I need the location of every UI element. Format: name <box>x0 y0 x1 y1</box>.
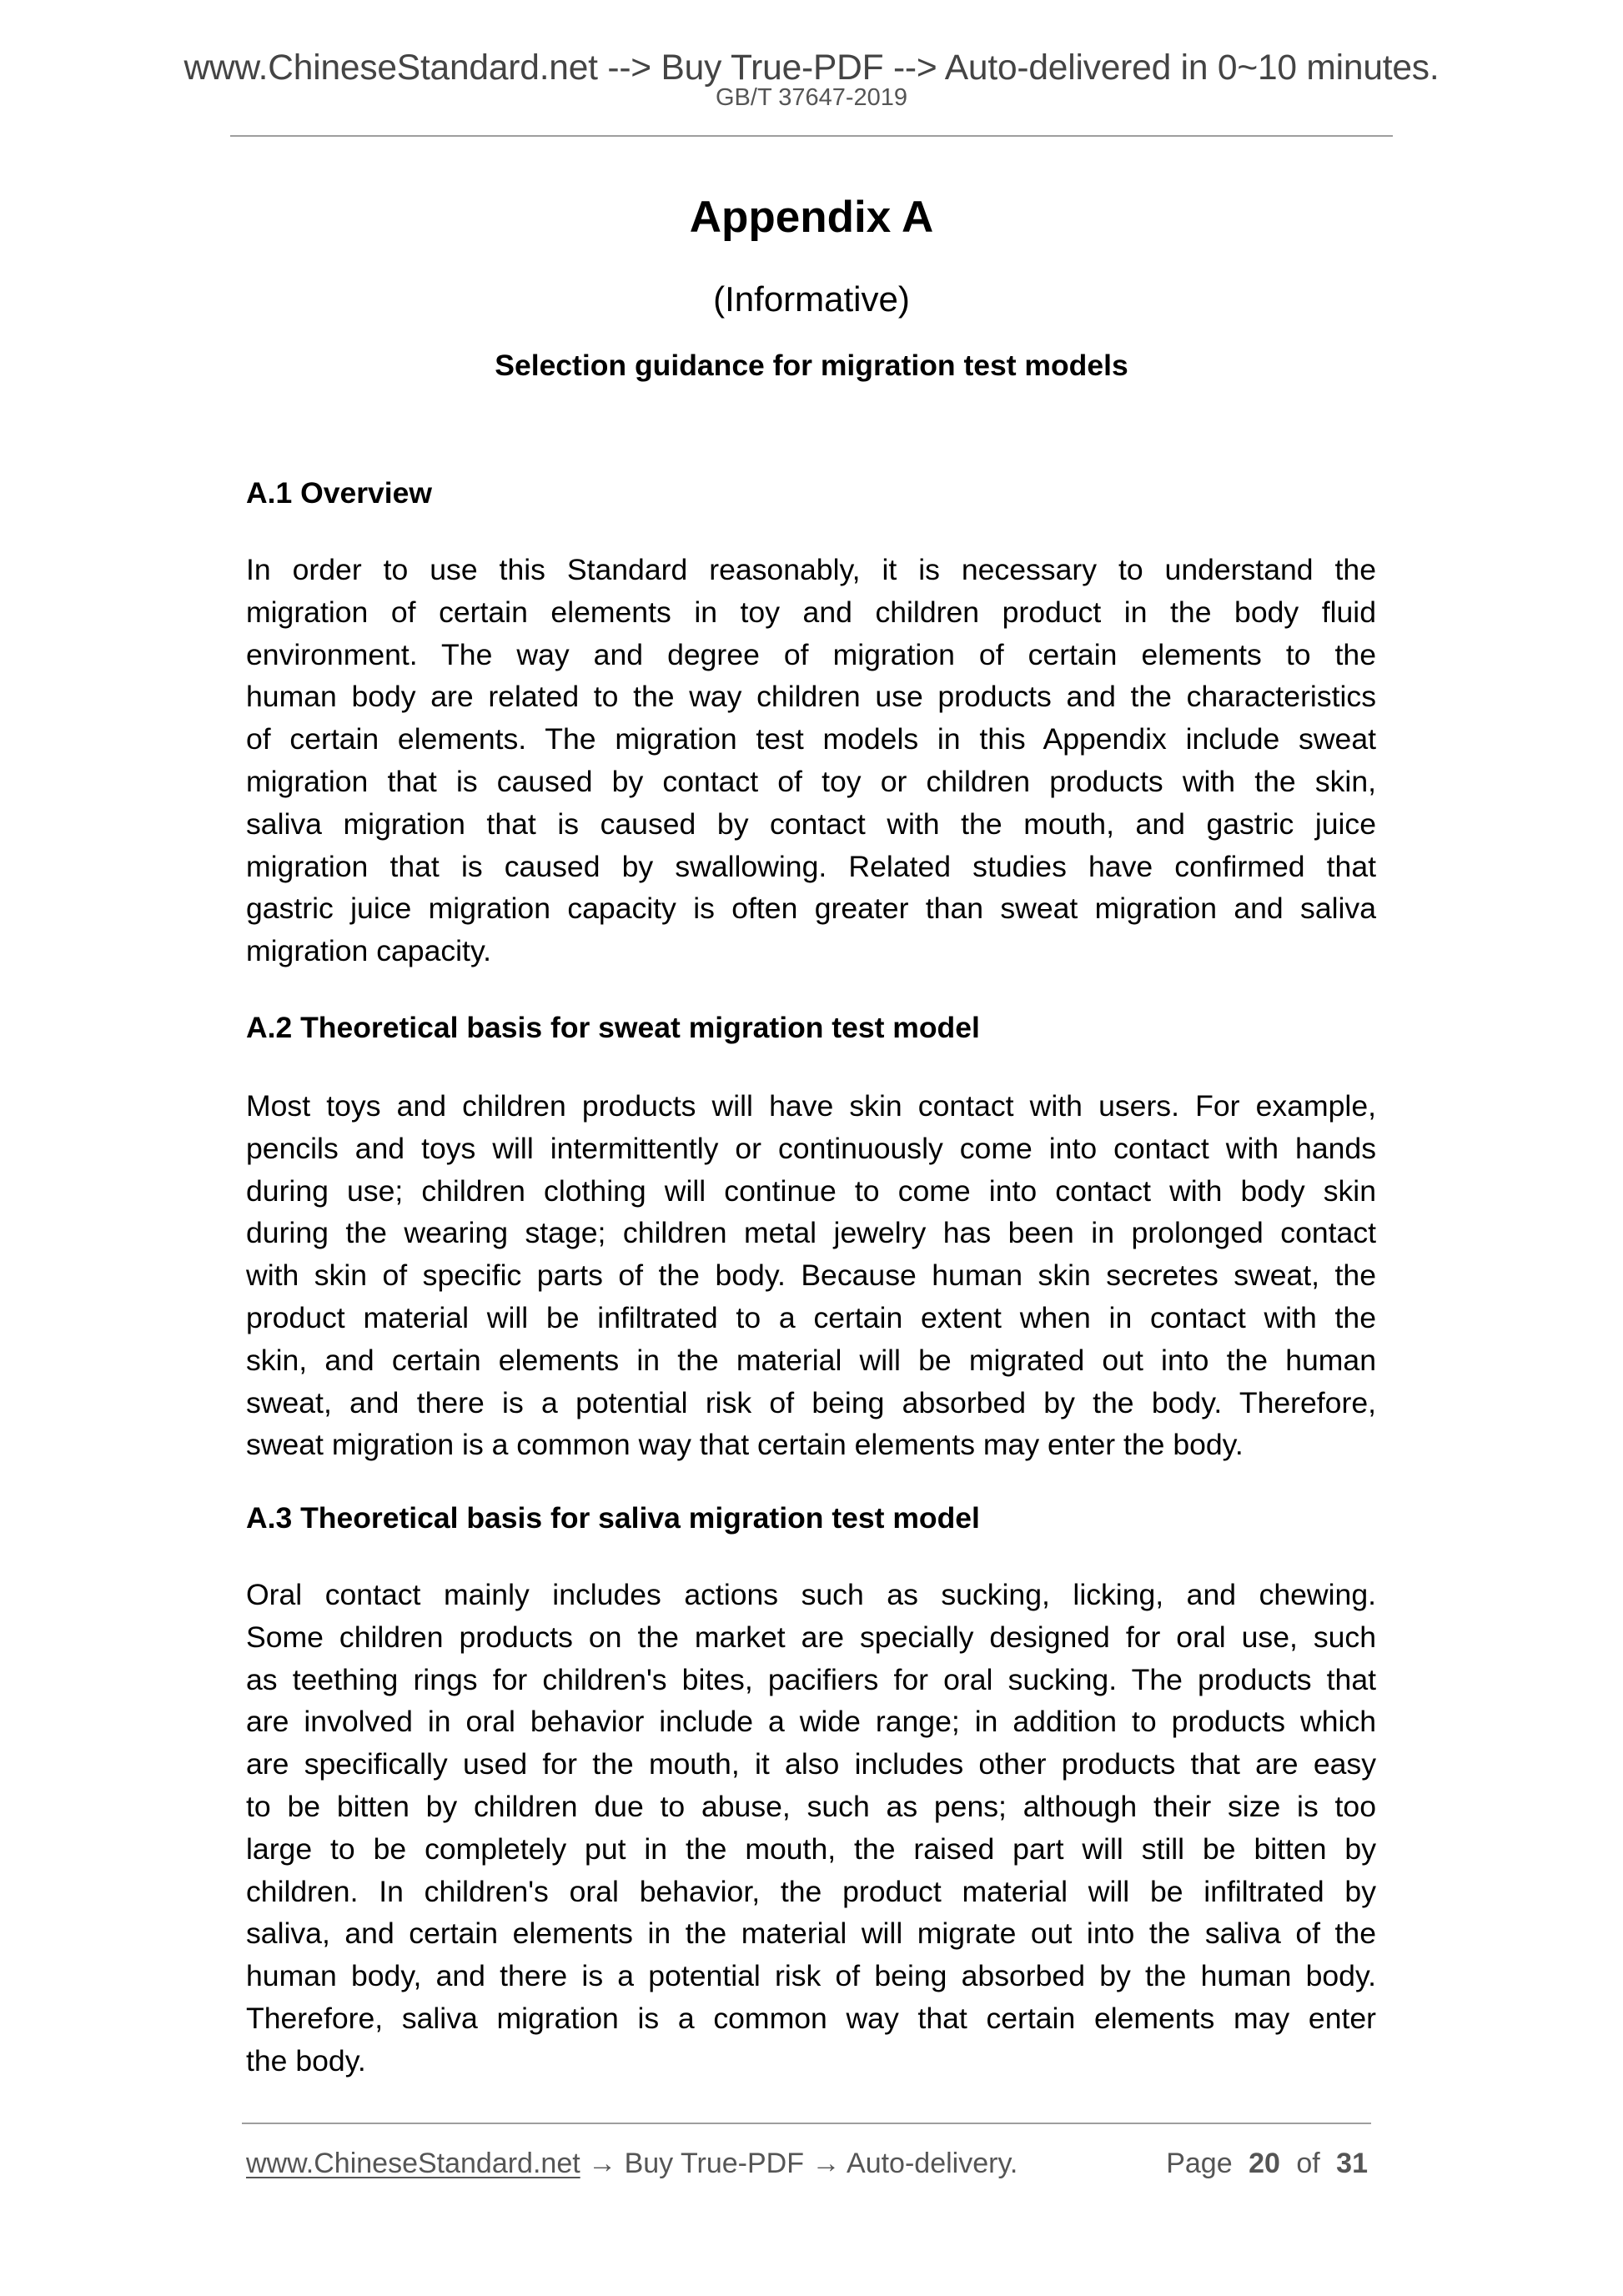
document-number: GB/T 37647-2019 <box>715 84 908 111</box>
text-line: In order to use this Standard reasonably, it is necessary to understand the <box>246 553 1376 586</box>
text-line: gastric juice migration capacity is often greater than sweat migration and saliva <box>246 892 1376 926</box>
section-a3-paragraph <box>246 1574 1376 2082</box>
text-line: Some children products on the market are specially designed for oral use, such <box>246 1620 1376 1654</box>
footer-buy-text: Buy True-PDF <box>624 2148 804 2179</box>
text-line: of certain elements. The migration test models in this Appendix include sweat <box>246 722 1376 756</box>
footer-divider <box>242 2123 1371 2124</box>
text-line: human body are related to the way children use products and the characteristics <box>246 680 1376 714</box>
text-line: Oral contact mainly includes actions such as sucking, licking, and chewing. <box>246 1578 1376 1611</box>
section-a2-paragraph <box>246 1085 1376 1466</box>
header-divider <box>230 135 1393 137</box>
text-line: during the wearing stage; children metal jewelry has been in prolonged contact <box>246 1216 1376 1250</box>
text-line: to be bitten by children due to abuse, such as pens; although their size is too <box>246 1789 1376 1823</box>
page-label: Page <box>1166 2148 1233 2179</box>
text-line: human body, and there is a potential risk of being absorbed by the human body. <box>246 1959 1376 1993</box>
text-line: the body. <box>246 2043 366 2077</box>
text-line: migration that is caused by contact of toy or children products with the skin, <box>246 764 1376 798</box>
appendix-nature: (Informative) <box>713 279 910 319</box>
text-line: saliva, and certain elements in the material will migrate out into the saliva of the <box>246 1917 1376 1951</box>
appendix-subtitle: Selection guidance for migration test models <box>495 349 1128 382</box>
page-current: 20 <box>1249 2148 1280 2179</box>
text-line: pencils and toys will intermittently or continuously come into contact with hands <box>246 1131 1376 1165</box>
text-line: are specifically used for the mouth, it also includes other products that are easy <box>246 1747 1376 1781</box>
text-line: as teething rings for children's bites, pacifiers for oral sucking. The products that <box>246 1662 1376 1696</box>
text-line: migration of certain elements in toy and children product in the body fluid <box>246 595 1376 629</box>
footer-delivery-text: Auto-delivery. <box>847 2148 1018 2179</box>
text-line: are involved in oral behavior include a wide range; in addition to products which <box>246 1705 1376 1739</box>
text-line: large to be completely put in the mouth, the raised part will still be bitten by <box>246 1831 1376 1866</box>
text-line: migration capacity. <box>246 934 491 968</box>
page-footer <box>246 2145 1368 2182</box>
text-line: sweat, and there is a potential risk of being absorbed by the body. Therefore, <box>246 1385 1376 1419</box>
arrow-right-icon: → <box>812 2148 841 2179</box>
section-heading-a2: A.2 Theoretical basis for sweat migration test model <box>246 1011 980 1044</box>
header-banner: www.ChineseStandard.net --> Buy True-PDF --> Auto-delivered in 0~10 minutes. <box>183 48 1440 88</box>
page-indicator <box>1166 2145 1368 2182</box>
page-of-label: of <box>1296 2148 1320 2179</box>
section-heading-a3: A.3 Theoretical basis for saliva migration test model <box>246 1501 980 1535</box>
section-heading-a1: A.1 Overview <box>246 476 432 510</box>
text-line: during use; children clothing will continue to come into contact with body skin <box>246 1173 1376 1208</box>
text-line: Most toys and children products will have skin contact with users. For example, <box>246 1089 1376 1123</box>
text-line: saliva migration that is caused by contact with the mouth, and gastric juice <box>246 806 1376 841</box>
text-line: product material will be infiltrated to a certain extent when in contact with the <box>246 1300 1376 1334</box>
page-title: Appendix A <box>689 193 934 242</box>
text-line: migration that is caused by swallowing. Related studies have confirmed that <box>246 849 1376 883</box>
text-line: with skin of specific parts of the body. Because human skin secretes sweat, the <box>246 1259 1376 1293</box>
text-line: children. In children's oral behavior, the product material will be infiltrated by <box>246 1874 1376 1908</box>
footer-site-link[interactable]: www.ChineseStandard.net <box>246 2148 580 2179</box>
text-line: environment. The way and degree of migration of certain elements to the <box>246 637 1376 671</box>
text-line: sweat migration is a common way that certain elements may enter the body. <box>246 1428 1244 1462</box>
page-total: 31 <box>1336 2148 1368 2179</box>
section-a1-paragraph <box>246 549 1376 972</box>
text-line: Therefore, saliva migration is a common way that certain elements may enter <box>246 2001 1376 2035</box>
footer-promo <box>246 2145 1018 2182</box>
arrow-right-icon: → <box>588 2148 617 2179</box>
text-line: skin, and certain elements in the material will be migrated out into the human <box>246 1343 1376 1377</box>
